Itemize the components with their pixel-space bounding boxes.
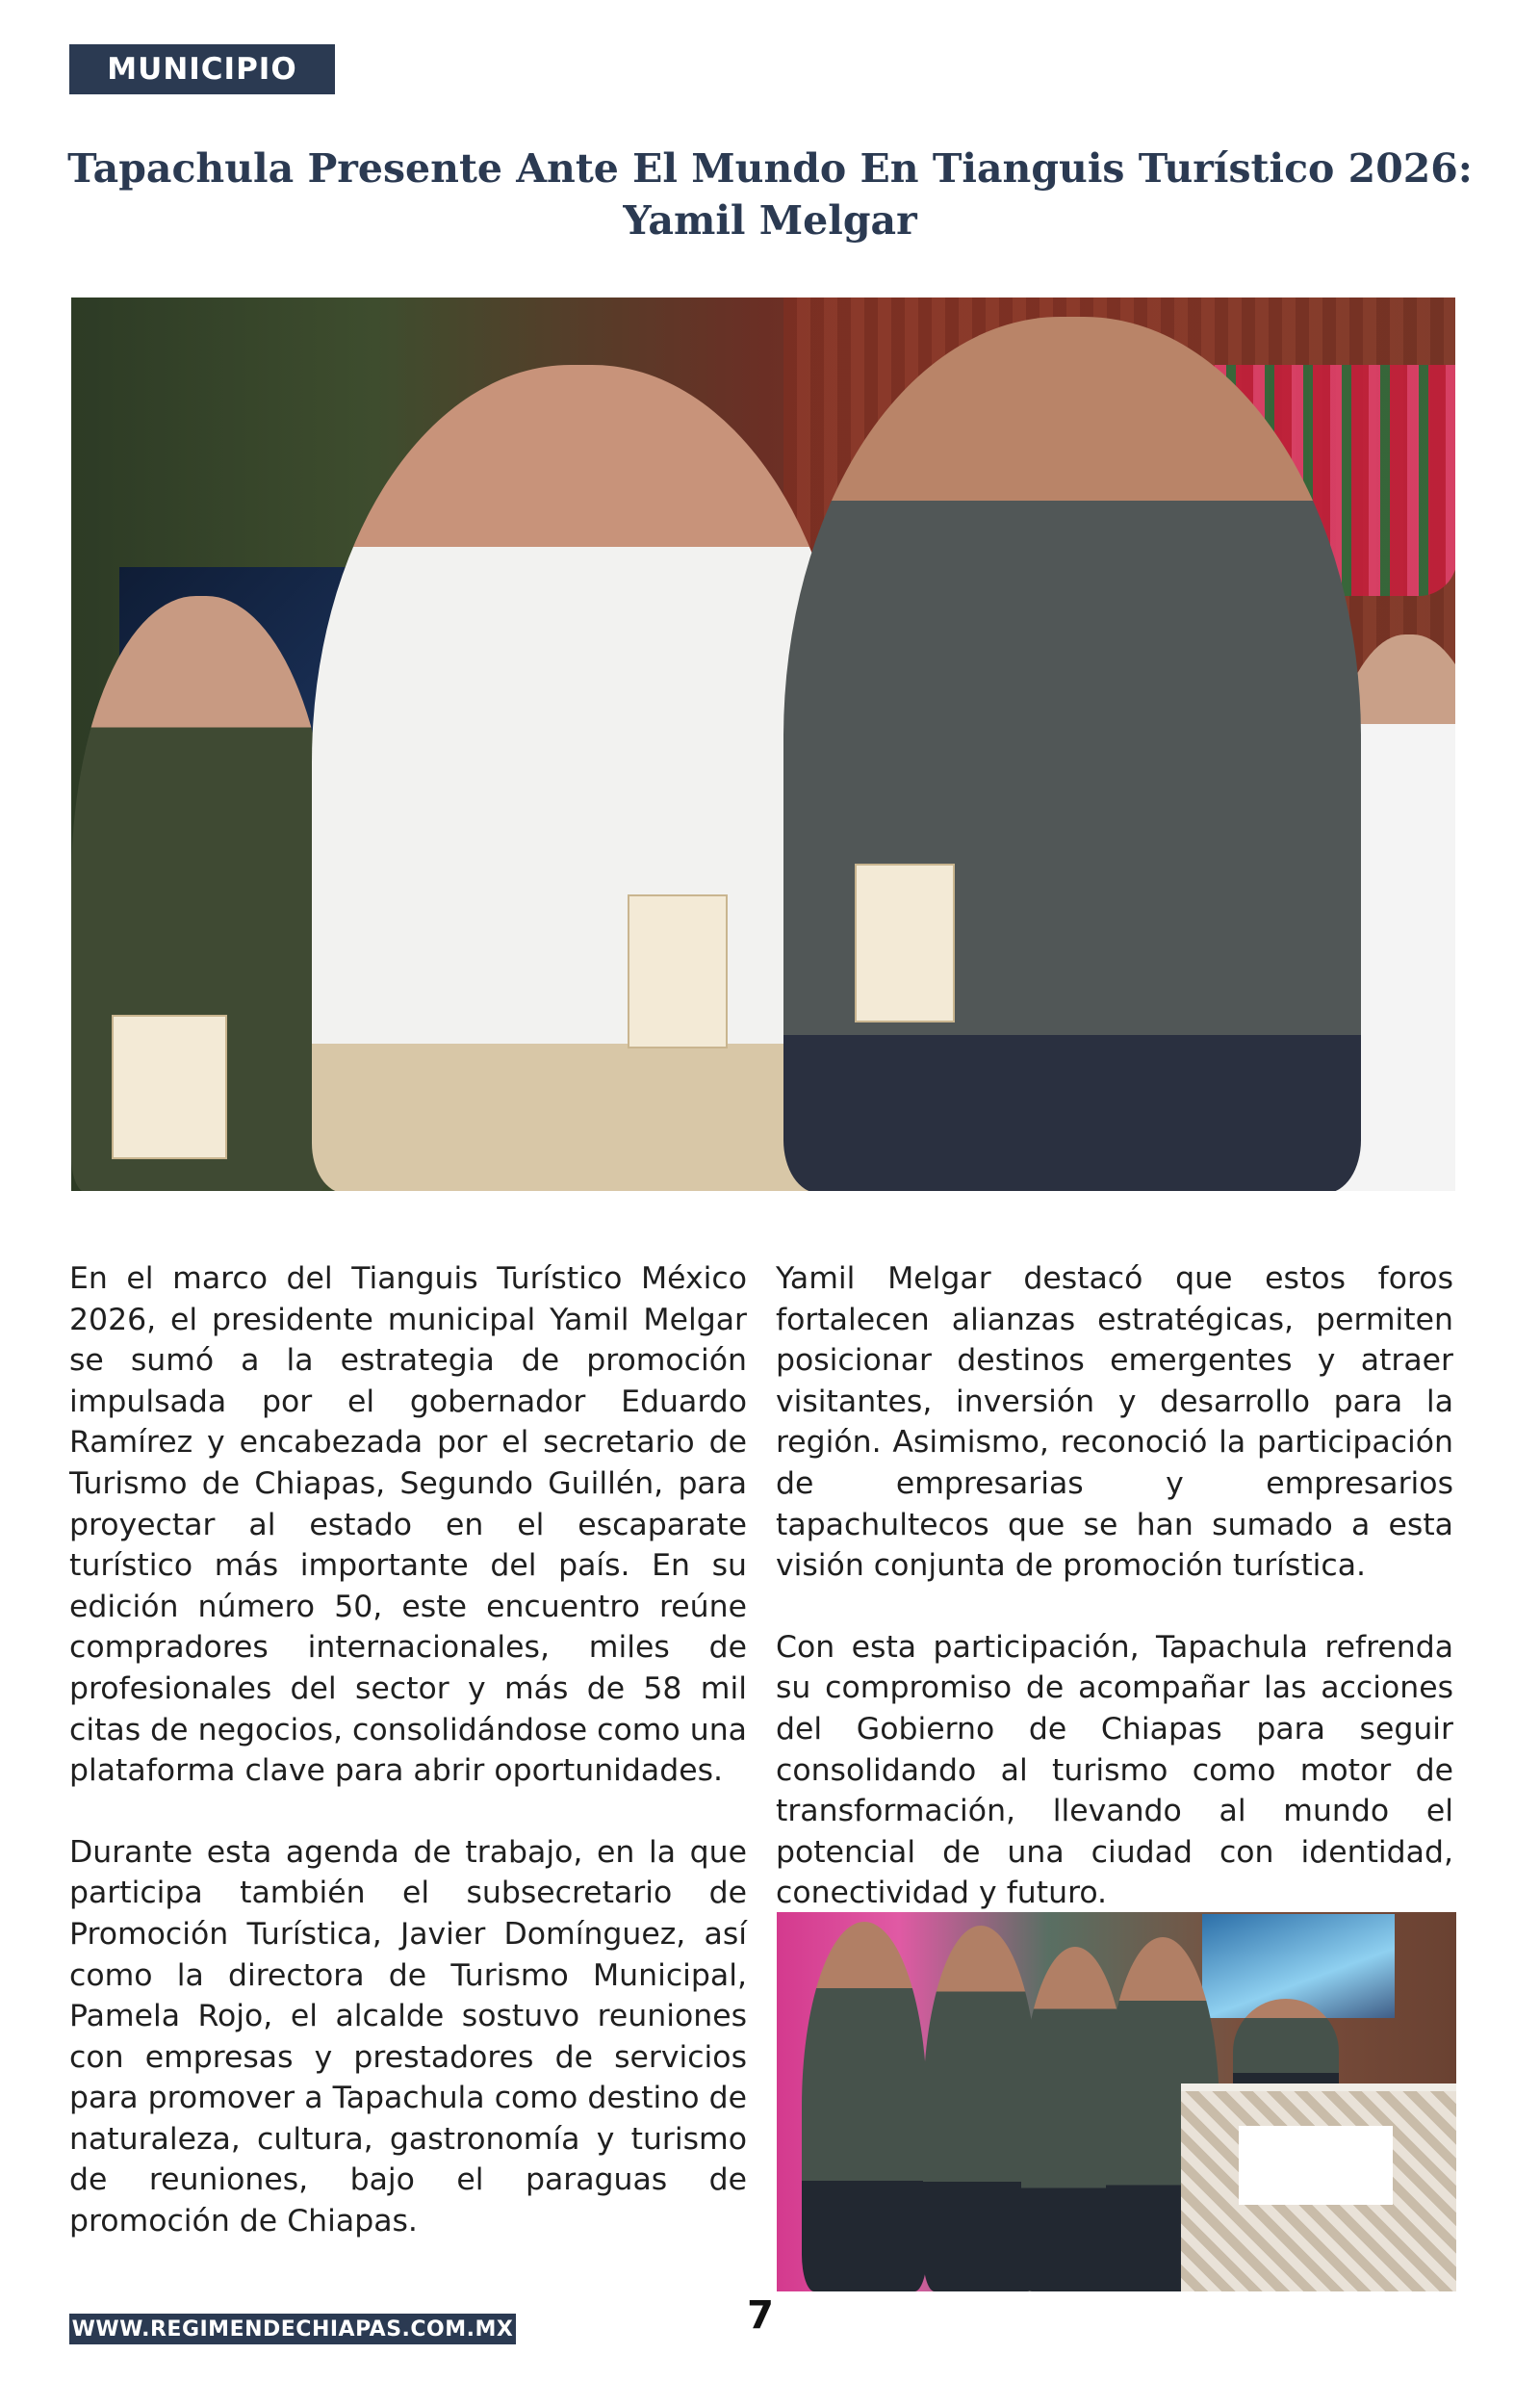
page-number: 7 — [747, 2293, 774, 2338]
article-column-left — [69, 1258, 747, 2242]
article-paragraph: Yamil Melgar destacó que estos foros fortalecen alianzas estratégicas, permiten posicionar destinos emergentes y atraer visitantes, inversión y desarrollo para la región. Asimismo, reconoció la participación de empresarias y empresarios tapachultecos que se han sumado a esta visión conjunta de promoción turística. — [776, 1261, 1453, 1584]
article-paragraph: En el marco del Tianguis Turístico México 2026, el presidente municipal Yamil Melgar se sumó a la estrategia de promoción impulsada por el gobernador Eduardo Ramírez y encabezada por el secretario de Turismo de Chiapas, Segundo Guillén, para proyectar al estado en el escaparate turístico más importante del país. En su edición número 50, este encuentro reúne compradores internacionales, miles de profesionales del sector y más de 58 mil citas de negocios, consolidándose como una plataforma clave para abrir oportunidades. — [69, 1261, 747, 1789]
article-headline — [58, 142, 1482, 246]
photo-badge — [628, 894, 728, 1048]
photo-person-grey-shirt — [783, 317, 1361, 1191]
footer-website-bar: WWW.REGIMENDECHIAPAS.COM.MX — [69, 2314, 516, 2344]
article-paragraph: Con esta participación, Tapachula refrenda su compromiso de acompañar las acciones del Gobierno de Chiapas para seguir consolidando al turismo como motor de transformación, llevando al mundo el potencial de una ciudad con identidad, conectividad y futuro. — [776, 1629, 1453, 1911]
photo-badge — [855, 864, 955, 1022]
secondary-photo — [777, 1912, 1456, 2291]
photo-person-white-shirt — [312, 365, 851, 1191]
photo-person — [802, 1922, 927, 2291]
main-photo — [71, 298, 1455, 1191]
article-column-right — [776, 1258, 1453, 1914]
section-tag: MUNICIPIO — [69, 44, 335, 94]
headline-line-2: Yamil Melgar — [623, 197, 917, 244]
article-paragraph: Durante esta agenda de trabajo, en la que participa también el subsecretario de Promoción Turística, Javier Domínguez, así como la directora de Turismo Municipal, Pamela Rojo, el alcalde sostuvo reuniones con empresas y prestadores de servicios para promover a Tapachula como destino de naturaleza, cultura, gastronomía y turismo de reuniones, bajo el paraguas de promoción de Chiapas. — [69, 1834, 747, 2239]
photo-badge — [112, 1015, 227, 1159]
headline-line-1: Tapachula Presente Ante El Mundo En Tianguis Turístico 2026: — [67, 145, 1473, 192]
photo-booth-logo — [1239, 2126, 1393, 2205]
